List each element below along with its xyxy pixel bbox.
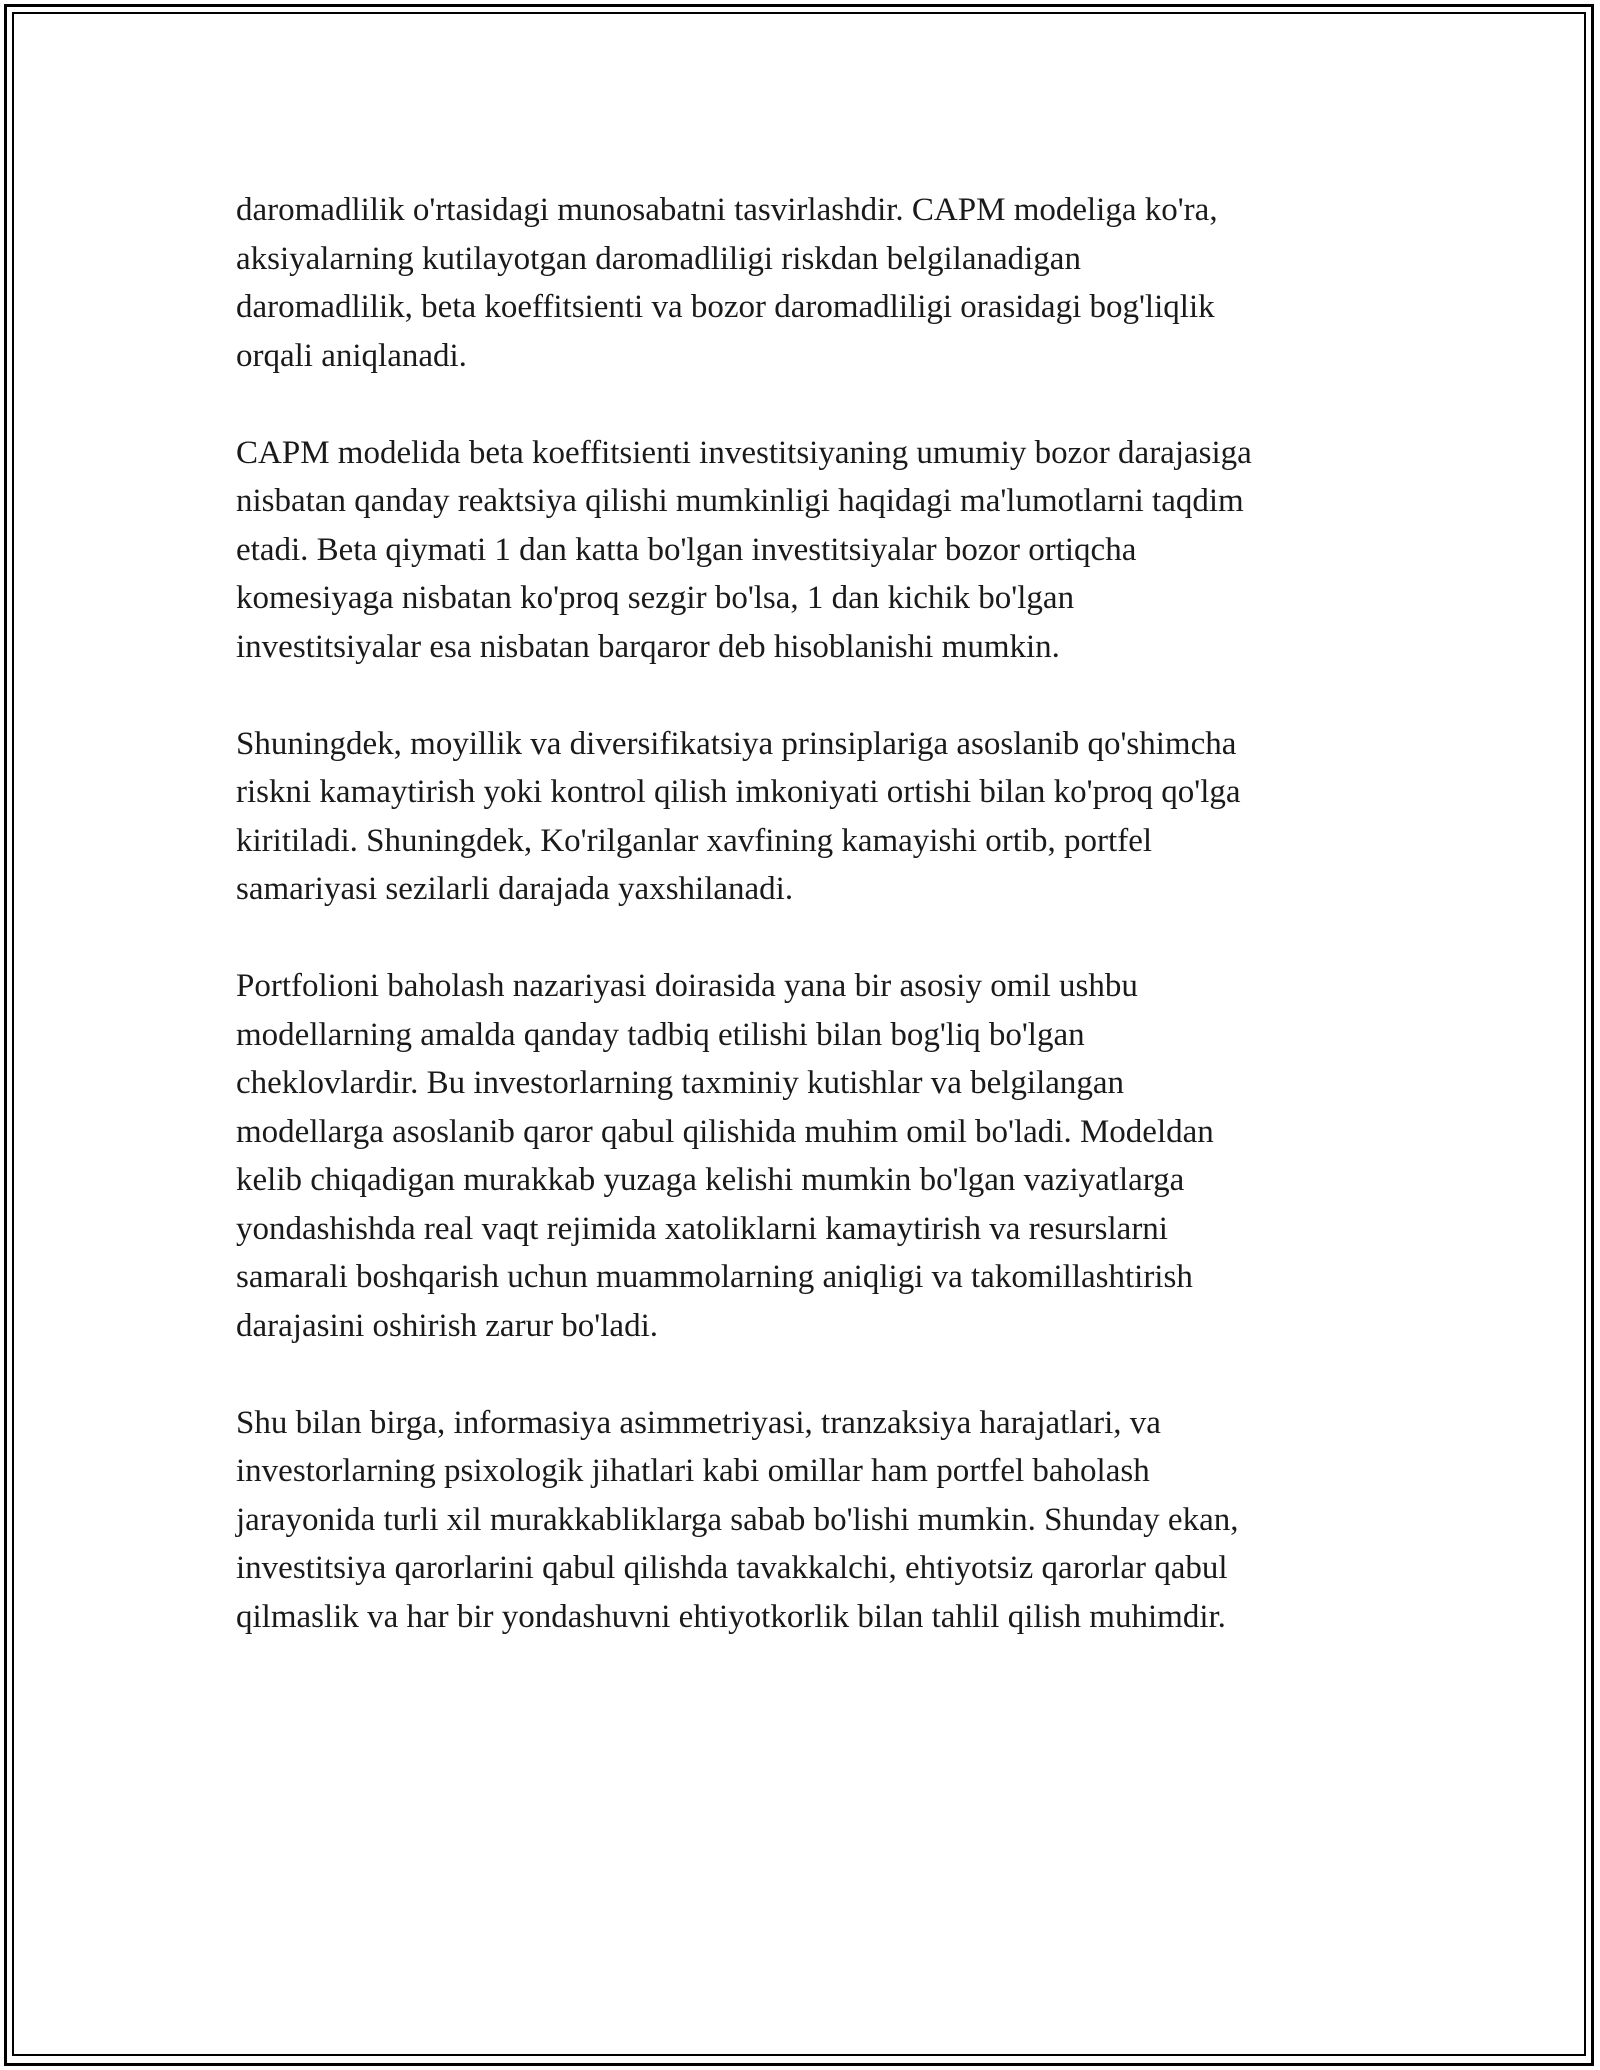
paragraph-3 — [236, 720, 1396, 914]
text-line: etadi. Beta qiymati 1 dan katta bo'lgan investitsiyalar bozor ortiqcha — [236, 531, 1137, 568]
text-line: komesiyaga nisbatan ko'proq sezgir bo'lsa, 1 dan kichik bo'lgan — [236, 580, 1075, 616]
text-line: qilmaslik va har bir yondashuvni ehtiyotkorlik bilan tahlil qilish muhimdir. — [236, 1598, 1226, 1635]
text-line: kelib chiqadigan murakkab yuzaga kelishi mumkin bo'lgan vaziyatlarga — [236, 1162, 1185, 1198]
text-line: modellarning amalda qanday tadbiq etilishi bilan bog'liq bo'lgan — [236, 1016, 1085, 1053]
text-line: samariyasi sezilarli darajada yaxshilanadi. — [236, 871, 794, 907]
text-line: daromadlilik, beta koeffitsienti va bozor daromadliligi orasidagi bog'liqlik — [236, 289, 1215, 325]
text-line: yondashishda real vaqt rejimida xatoliklarni kamaytirish va resurslarni — [236, 1210, 1168, 1247]
document-body — [236, 186, 1396, 1690]
paragraph-2 — [236, 429, 1396, 672]
text-line: Shu bilan birga, informasiya asimmetriyasi, tranzaksiya harajatlari, va — [236, 1404, 1161, 1441]
text-line: nisbatan qanday reaktsiya qilishi mumkinligi haqidagi ma'lumotlarni taqdim — [236, 483, 1244, 519]
paragraph-4 — [236, 962, 1396, 1350]
text-line: investorlarning psixologik jihatlari kabi omillar ham portfel baholash — [236, 1453, 1150, 1489]
text-line: Portfolioni baholash nazariyasi doirasida yana bir asosiy omil ushbu — [236, 968, 1138, 1004]
text-line: Shuningdek, moyillik va diversifikatsiya prinsiplariga asoslanib qo'shimcha — [236, 725, 1237, 762]
text-line: samarali boshqarish uchun muammolarning aniqligi va takomillashtirish — [236, 1259, 1193, 1295]
text-line: aksiyalarning kutilayotgan daromadliligi riskdan belgilanadigan — [236, 240, 1081, 277]
text-line: riskni kamaytirish yoki kontrol qilish imkoniyati ortishi bilan ko'proq qo'lga — [236, 774, 1241, 810]
text-line: jarayonida turli xil murakkabliklarga sabab bo'lishi mumkin. Shunday ekan, — [236, 1501, 1239, 1538]
text-line: CAPM modelida beta koeffitsienti investitsiyaning umumiy bozor darajasiga — [236, 434, 1252, 471]
paragraph-5 — [236, 1399, 1396, 1642]
text-line: orqali aniqlanadi. — [236, 337, 467, 374]
text-line: investitsiya qarorlarini qabul qilishda tavakkalchi, ehtiyotsiz qarorlar qabul — [236, 1550, 1228, 1586]
text-line: investitsiyalar esa nisbatan barqaror deb hisoblanishi mumkin. — [236, 628, 1060, 665]
paragraph-1 — [236, 186, 1396, 380]
text-line: daromadlilik o'rtasidagi munosabatni tasvirlashdir. CAPM modeliga ko'ra, — [236, 192, 1218, 228]
text-line: kiritiladi. Shuningdek, Ko'rilganlar xavfining kamayishi ortib, portfel — [236, 822, 1153, 859]
text-line: cheklovlardir. Bu investorlarning taxminiy kutishlar va belgilangan — [236, 1065, 1125, 1101]
text-line: darajasini oshirish zarur bo'ladi. — [236, 1307, 658, 1344]
text-line: modellarga asoslanib qaror qabul qilishida muhim omil bo'ladi. Modeldan — [236, 1113, 1214, 1150]
